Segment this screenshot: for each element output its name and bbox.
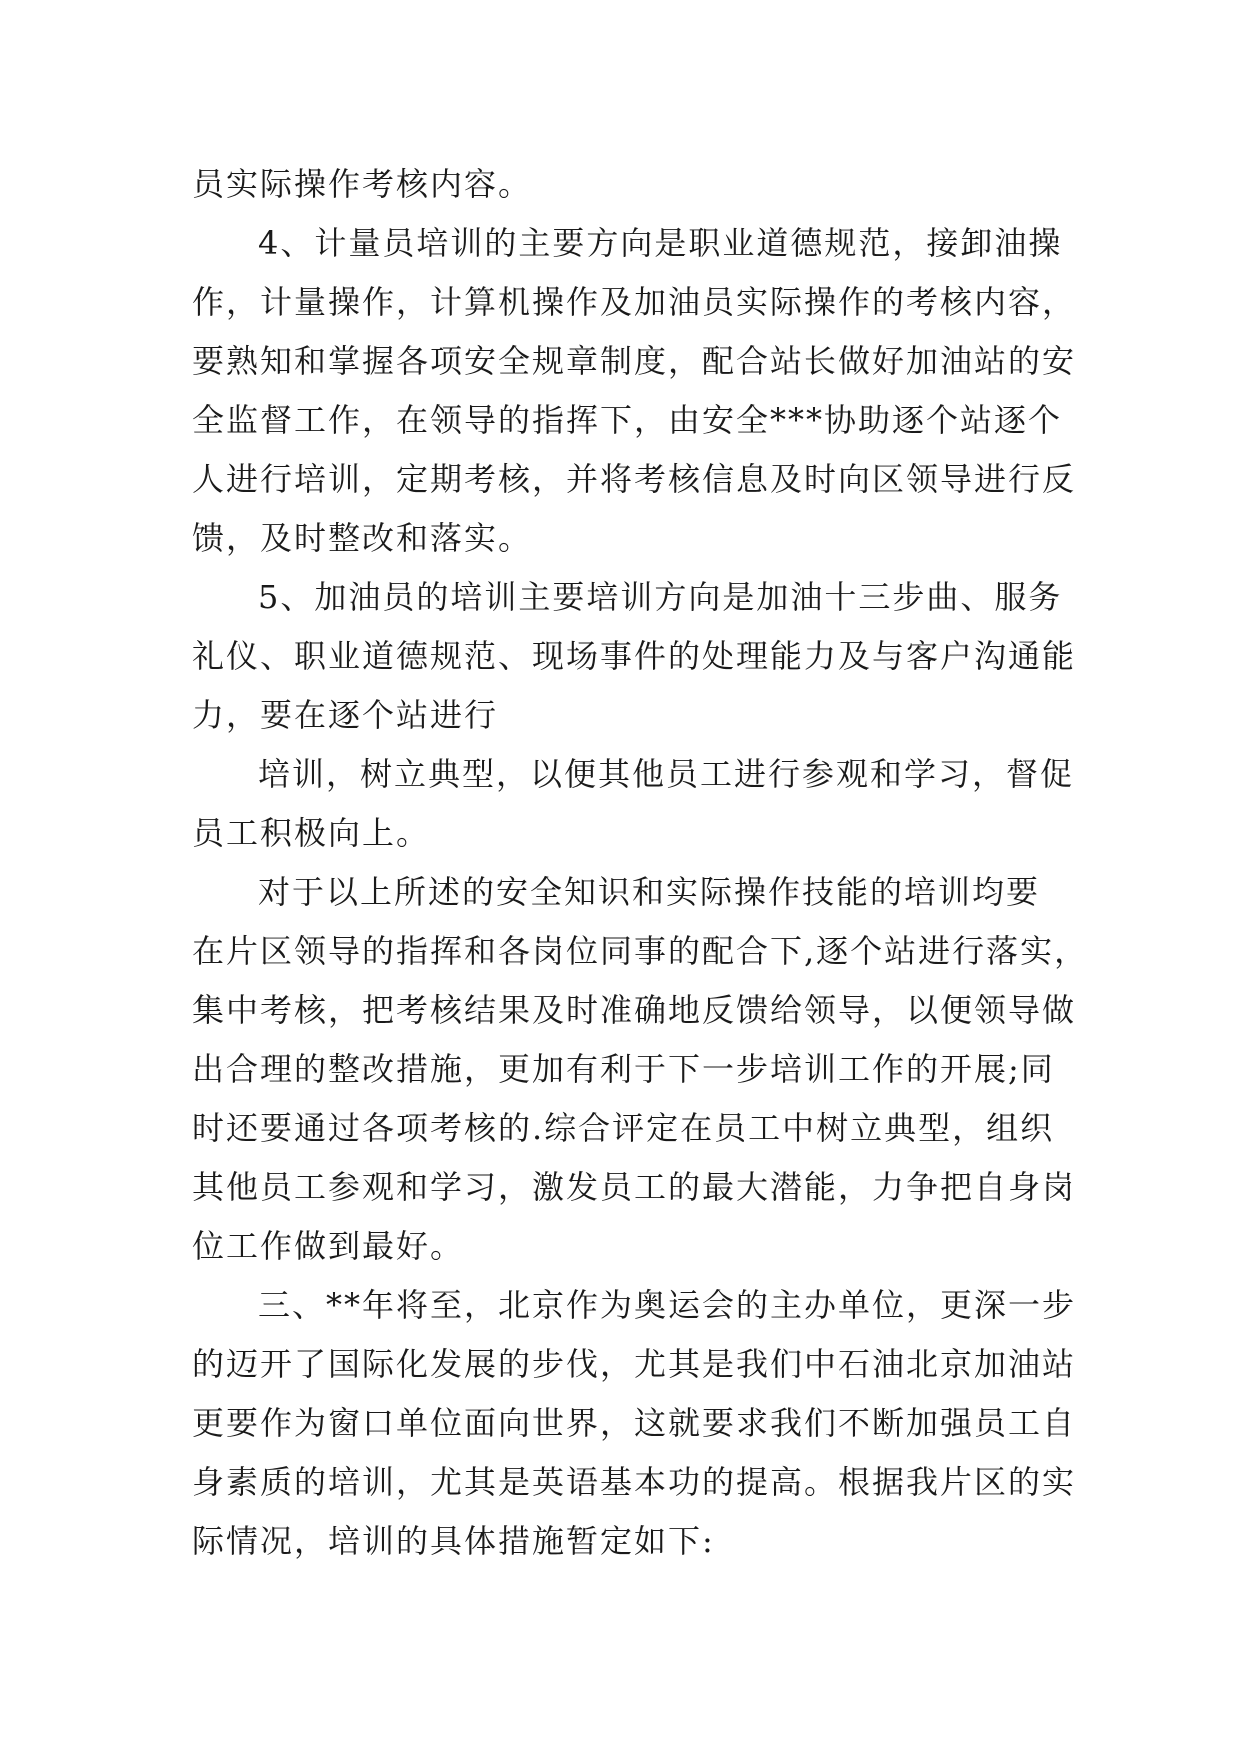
text-line: 的迈开了国际化发展的步伐，尤其是我们中石油北京加油站 xyxy=(192,1345,1077,1383)
text-line: 时还要通过各项考核的.综合评定在员工中树立典型，组织 xyxy=(192,1109,1055,1147)
text-line: 馈，及时整改和落实。 xyxy=(192,519,533,557)
text-line: 5、加油员的培训主要培训方向是加油十三步曲、服务 xyxy=(258,578,1063,616)
text-line: 在片区领导的指挥和各岗位同事的配合下,逐个站进行落实， xyxy=(192,932,1089,970)
text-line: 力，要在逐个站进行 xyxy=(192,696,499,734)
text-line: 要熟知和掌握各项安全规章制度，配合站长做好加油站的安 xyxy=(192,342,1077,380)
text-line: 员实际操作考核内容。 xyxy=(192,165,533,203)
text-line: 全监督工作，在领导的指挥下，由安全***协助逐个站逐个 xyxy=(192,401,1063,439)
text-line: 三、**年将至，北京作为奥运会的主办单位，更深一步 xyxy=(258,1286,1077,1324)
text-line: 4、计量员培训的主要方向是职业道德规范，接卸油操 xyxy=(258,224,1063,262)
text-line: 人进行培训，定期考核，并将考核信息及时向区领导进行反 xyxy=(192,460,1077,498)
text-line: 身素质的培训，尤其是英语基本功的提高。根据我片区的实 xyxy=(192,1463,1077,1501)
text-line: 对于以上所述的安全知识和实际操作技能的培训均要 xyxy=(258,873,1041,911)
text-line: 集中考核，把考核结果及时准确地反馈给领导，以便领导做 xyxy=(192,991,1077,1029)
text-line: 更要作为窗口单位面向世界，这就要求我们不断加强员工自 xyxy=(192,1404,1077,1442)
text-line: 位工作做到最好。 xyxy=(192,1227,465,1265)
document-body xyxy=(192,155,1089,1571)
text-line: 出合理的整改措施，更加有利于下一步培训工作的开展;同 xyxy=(192,1050,1055,1088)
text-line: 礼仪、职业道德规范、现场事件的处理能力及与客户沟通能 xyxy=(192,637,1077,675)
text-line: 作，计量操作，计算机操作及加油员实际操作的考核内容， xyxy=(192,283,1077,321)
text-line: 员工积极向上。 xyxy=(192,814,431,852)
text-line: 培训，树立典型，以便其他员工进行参观和学习，督促 xyxy=(258,755,1075,793)
text-line: 其他员工参观和学习，激发员工的最大潜能，力争把自身岗 xyxy=(192,1168,1077,1206)
text-line: 际情况，培训的具体措施暂定如下: xyxy=(192,1522,715,1560)
